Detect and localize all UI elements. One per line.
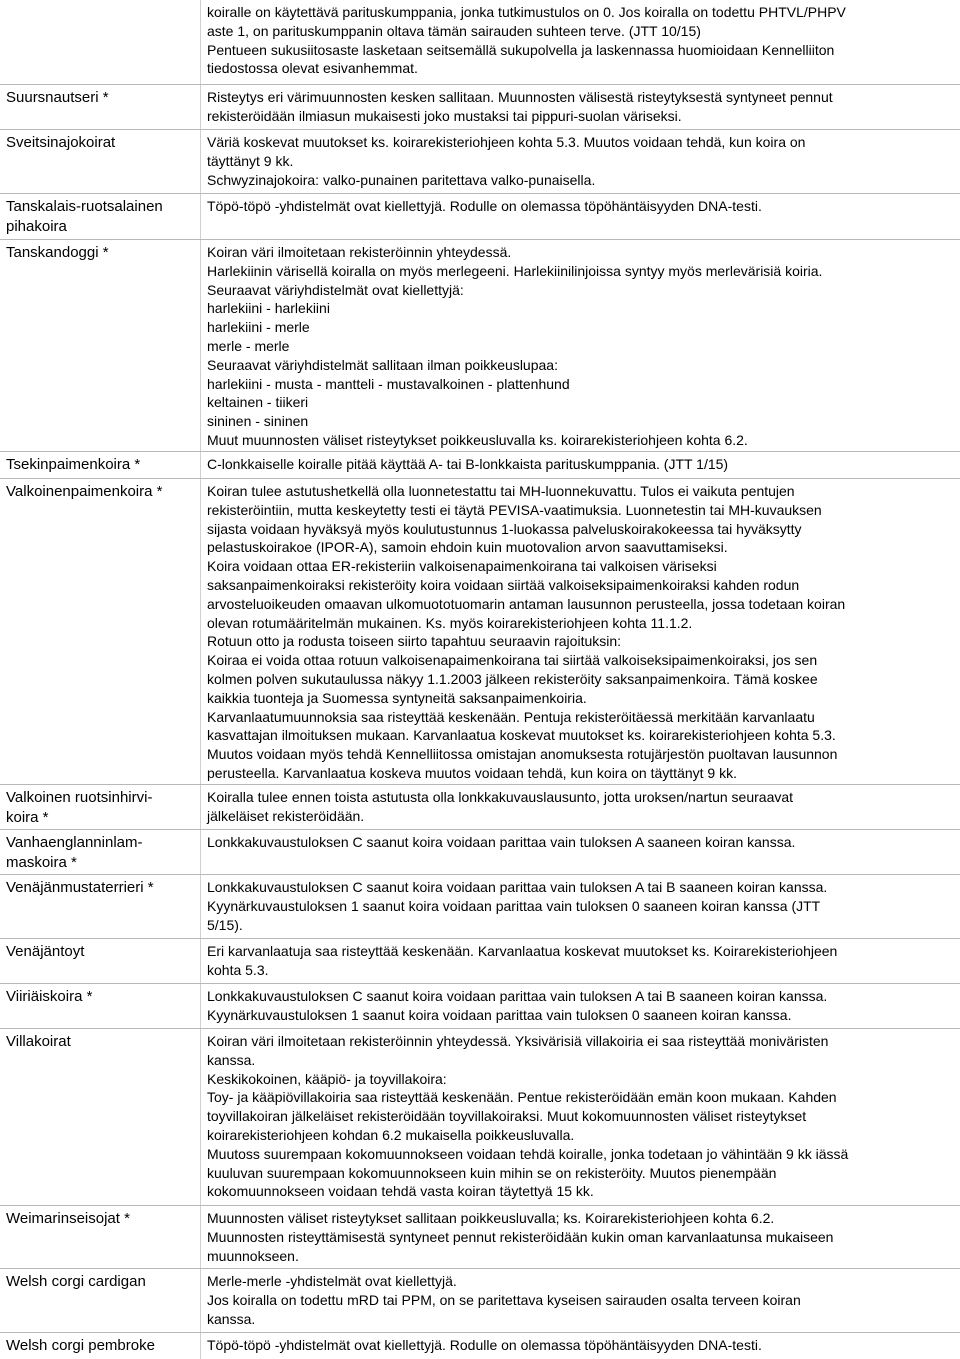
breed-name xyxy=(6,788,196,828)
rule-line: Karvanlaatumuunnoksia saa risteyttää keskenään. Pentuja rekisteröitäessä merkitään karvanlaatu xyxy=(207,708,815,725)
breeding-rules-text xyxy=(207,88,955,126)
breed-name xyxy=(6,878,196,898)
row-divider xyxy=(0,1028,960,1029)
breed-name-line: Viiriäiskoira * xyxy=(6,988,93,1005)
breed-name xyxy=(6,1336,196,1356)
rule-line: Koiran väri ilmoitetaan rekisteröinnin yhteydessä. xyxy=(207,244,512,260)
breed-name xyxy=(6,1209,196,1229)
rule-line: Kyynärkuvaustuloksen 1 saanut koira voidaan parittaa vain tuloksen 0 saaneen koiran kanssa (JTT xyxy=(207,897,821,914)
rule-line: harlekiini - merle xyxy=(207,319,310,336)
rule-line: Eri karvanlaatuja saa risteyttää keskenään. Karvanlaatua koskevat muutokset ks. Koirarekisteriohjeen xyxy=(207,943,838,959)
rule-line: toyvillakoiran jälkeläiset rekisteröidään toyvillakoiraksi. Muut kokomuunnosten väliset risteytykset xyxy=(207,1108,807,1125)
rule-line: Merle-merle -yhdistelmät ovat kiellettyjä. xyxy=(207,1273,457,1289)
row-divider xyxy=(0,84,960,85)
breeding-rules-text xyxy=(207,455,955,474)
rule-line: Lonkkakuvaustuloksen C saanut koira voidaan parittaa vain tuloksen A tai B saaneen koiran kanssa. xyxy=(207,879,828,895)
breed-name-line: Venäjäntoyt xyxy=(6,943,85,960)
rule-line: kanssa. xyxy=(207,1310,256,1327)
column-divider xyxy=(200,0,201,1359)
rule-line: kaikkia tuonteja ja Suomessa syntyneitä saksanpaimenkoiria. xyxy=(207,689,587,706)
breed-name xyxy=(6,482,196,502)
breed-name-line: Welsh corgi cardigan xyxy=(6,1273,146,1290)
rule-line: kolmen polven sukutaulussa näkyy 1.1.2003 jälkeen rekisteröity saksanpaimenkoira. Tämä koskee xyxy=(207,670,818,687)
rule-line: perusteella. Karvanlaatua koskeva muutos voidaan tehdä, kun koira on täyttänyt 9 kk. xyxy=(207,764,737,781)
rule-line: C-lonkkaiselle koiralle pitää käyttää A- tai B-lonkkaista parituskumppania. (JTT 1/15) xyxy=(207,456,729,472)
breeding-rules-text xyxy=(207,1032,955,1201)
breed-name-line: Valkoinen ruotsinhirvi- xyxy=(6,789,153,806)
breed-name-line: Valkoinenpaimenkoira * xyxy=(6,483,163,500)
breeding-rules-text xyxy=(207,3,955,78)
rule-line: täyttänyt 9 kk. xyxy=(207,152,294,169)
rule-line: Seuraavat väriyhdistelmät ovat kiellettyjä: xyxy=(207,281,464,298)
breed-name-line: Weimarinseisojat * xyxy=(6,1210,130,1227)
rule-line: koirarekisteriohjeen kohdan 6.2 mukaisella poikkeusluvalla. xyxy=(207,1126,575,1143)
rule-line: kanssa. xyxy=(207,1051,256,1068)
row-divider xyxy=(0,129,960,130)
breed-name xyxy=(6,197,196,237)
breeding-rules-text xyxy=(207,987,955,1025)
row-divider xyxy=(0,1332,960,1333)
breeding-rules-text xyxy=(207,942,955,980)
row-divider xyxy=(0,874,960,875)
rule-line: merle - merle xyxy=(207,337,290,354)
rule-line: Väriä koskevat muutokset ks. koirarekisteriohjeen kohta 5.3. Muutos voidaan tehdä, kun koira on xyxy=(207,134,806,150)
breed-name-line: Sveitsinajokoirat xyxy=(6,134,116,151)
rule-line: Lonkkakuvaustuloksen C saanut koira voidaan parittaa vain tuloksen A saaneen koiran kanssa. xyxy=(207,834,796,850)
rule-line: Muunnosten väliset risteytykset sallitaan poikkeusluvalla; ks. Koirarekisteriohjeen kohta 6.2. xyxy=(207,1210,775,1226)
row-divider xyxy=(0,1268,960,1269)
breeding-rules-text xyxy=(207,1336,955,1355)
breed-name-line: Villakoirat xyxy=(6,1033,71,1050)
rule-line: Koiraa ei voida ottaa rotuun valkoisenapaimenkoirana tai siirtää valkoiseksipaimenkoiraksi, jos sen xyxy=(207,652,818,669)
breed-name xyxy=(6,1272,196,1292)
breeding-rules-text xyxy=(207,1209,955,1265)
breeding-rules-text xyxy=(207,878,955,934)
rule-line: Harlekiinin värisellä koiralla on myös merlegeeni. Harlekiinilinjoissa syntyy myös merlevärisiä koiria. xyxy=(207,262,823,279)
rule-line: tiedostossa olevat esivanhemmat. xyxy=(207,60,418,77)
breed-name-line: Welsh corgi pembroke xyxy=(6,1337,155,1354)
rule-line: kohta 5.3. xyxy=(207,961,269,978)
breeding-rules-text xyxy=(207,833,955,852)
rule-line: pelastuskoirakoe (IPOR-A), samoin ehdoin kuin muotovalion arvon saavuttamiseksi. xyxy=(207,539,728,556)
breed-name xyxy=(6,455,196,475)
breed-name-line: Suursnautseri * xyxy=(6,89,109,106)
rule-line: Muutoss suurempaan kokomuunnokseen voidaan tehdä koiralle, jonka todetaan jo vähintään 9 kk iässä xyxy=(207,1145,849,1162)
rule-line: Rotuun otto ja rodusta toiseen siirto tapahtuu seuraavin rajoituksin: xyxy=(207,633,622,650)
row-divider xyxy=(0,239,960,240)
breed-name-line: Tanskalais-ruotsalainen xyxy=(6,198,163,215)
rule-line: kokomuunnokseen voidaan tehdä vasta koiran täytettyä 15 kk. xyxy=(207,1183,594,1200)
breed-name-line: koira * xyxy=(6,809,49,826)
breed-name-line: maskoira * xyxy=(6,854,77,871)
breed-name xyxy=(6,133,196,153)
breed-name-line: pihakoira xyxy=(6,218,67,235)
rule-line: Keskikokoinen, kääpiö- ja toyvillakoira: xyxy=(207,1070,447,1087)
breed-name xyxy=(6,88,196,108)
breeding-rules-text xyxy=(207,482,955,783)
rule-line: aste 1, on parituskumppanin oltava tämän sairauden suhteen terve. (JTT 10/15) xyxy=(207,22,701,39)
breed-name xyxy=(6,987,196,1007)
rule-line: Töpö-töpö -yhdistelmät ovat kiellettyjä. Rodulle on olemassa töpöhäntäisyyden DNA-testi. xyxy=(207,198,762,214)
rule-line: Jos koiralla on todettu mRD tai PPM, on se paritettava kyseisen sairauden osalta terveen koiran xyxy=(207,1291,801,1308)
rule-line: harlekiini - harlekiini xyxy=(207,300,330,317)
rule-line: Pentueen sukusiitosaste lasketaan seitsemällä sukupolvella ja laskennassa huomioidaan Kennelliiton xyxy=(207,41,835,58)
row-divider xyxy=(0,478,960,479)
breed-name xyxy=(6,833,196,873)
breed-name-line: Tanskandoggi * xyxy=(6,244,109,261)
rule-line: rekisteröidään ilmiasun mukaisesti joko mustaksi tai pippuri-suolan väriseksi. xyxy=(207,107,682,124)
row-divider xyxy=(0,983,960,984)
rule-line: koiralle on käytettävä parituskumppania, jonka tutkimustulos on 0. Jos koiralla on todettu PHTVL/PHPV xyxy=(207,4,846,20)
breed-name xyxy=(6,942,196,962)
breed-name-line: Tsekinpaimenkoira * xyxy=(6,456,141,473)
breeding-rules-text xyxy=(207,243,955,450)
rule-line: Koiralla tulee ennen toista astutusta olla lonkkakuvauslausunto, jotta uroksen/nartun seuraavat xyxy=(207,789,794,805)
rule-line: muunnokseen. xyxy=(207,1247,299,1264)
rule-line: Muutos voidaan myös tehdä Kennelliitossa omistajan anomuksesta rotujärjestön puoltavan lausunnon xyxy=(207,746,838,763)
breeding-rules-text xyxy=(207,1272,955,1328)
rule-line: Risteytys eri värimuunnosten kesken sallitaan. Muunnosten välisestä risteytyksestä syntyneet pennut xyxy=(207,89,833,105)
rule-line: 5/15). xyxy=(207,916,243,933)
rule-line: harlekiini - musta - mantteli - mustavalkoinen - plattenhund xyxy=(207,375,570,392)
breed-name-line: Venäjänmustaterrieri * xyxy=(6,879,154,896)
breeding-rules-text xyxy=(207,197,955,216)
row-divider xyxy=(0,784,960,785)
row-divider xyxy=(0,938,960,939)
rule-line: arvosteluoikeuden omaavan ulkomuototuomarin antaman lausunnon perusteella, jossa todetaan koiran xyxy=(207,595,846,612)
rule-line: kuuluvan suurempaan kokomuunnokseen kuin mihin se on rekisteröity. Muutos pienempään xyxy=(207,1164,777,1181)
rule-line: sijasta voidaan hyväksyä myös koulutustunnus 1-luokassa palveluskoirakokeessa tai hyväksytty xyxy=(207,520,802,537)
rule-line: Koira voidaan ottaa ER-rekisteriin valkoisenapaimenkoirana tai valkoisen väriseksi xyxy=(207,558,717,575)
rule-line: rekisteröintiin, mutta keskeytetty testi ei täytä PEVISA-vaatimuksia. Luonnetestin tai MH-kuvauksen xyxy=(207,501,822,518)
rule-line: Koiran väri ilmoitetaan rekisteröinnin yhteydessä. Yksivärisiä villakoiria ei saa risteyttää moniväristen xyxy=(207,1033,829,1049)
rule-line: Muut muunnosten väliset risteytykset poikkeusluvalla ks. koirarekisteriohjeen kohta 6.2. xyxy=(207,431,748,448)
rule-line: Töpö-töpö -yhdistelmät ovat kiellettyjä. Rodulle on olemassa töpöhäntäisyyden DNA-testi. xyxy=(207,1337,762,1353)
breed-name xyxy=(6,243,196,263)
rule-line: saksanpaimenkoiraksi rekisteröity koira voidaan siirtää valkoiseksipaimenkoiraksi kahden rodun xyxy=(207,576,800,593)
breeding-rules-text xyxy=(207,133,955,189)
rule-line: Muunnosten risteyttämisestä syntyneet pennut rekisteröidään kukin oman karvanlaatunsa mukaiseen xyxy=(207,1228,834,1245)
rule-line: Koiran tulee astutushetkellä olla luonnetestattu tai MH-luonnekuvattu. Tulos ei vaikuta pentujen xyxy=(207,483,795,499)
breed-name-line: Vanhaenglanninlam- xyxy=(6,834,143,851)
row-divider xyxy=(0,451,960,452)
breeding-rules-text xyxy=(207,788,955,826)
row-divider xyxy=(0,829,960,830)
rule-line: Lonkkakuvaustuloksen C saanut koira voidaan parittaa vain tuloksen A tai B saaneen koiran kanssa. xyxy=(207,988,828,1004)
rule-line: sininen - sininen xyxy=(207,413,309,430)
row-divider xyxy=(0,193,960,194)
row-divider xyxy=(0,1205,960,1206)
rule-line: kasvattajan ilmoituksen mukaan. Karvanlaatua koskevat muutokset ks. koirarekisteriohjeen kohta 5.3. xyxy=(207,727,836,744)
rule-line: Kyynärkuvaustuloksen 1 saanut koira voidaan parittaa vain tuloksen 0 saaneen koiran kanssa. xyxy=(207,1006,792,1023)
breed-name xyxy=(6,1032,196,1052)
rule-line: Seuraavat väriyhdistelmät sallitaan ilman poikkeuslupaa: xyxy=(207,356,558,373)
rule-line: Toy- ja kääpiövillakoiria saa risteyttää keskenään. Pentue rekisteröidään emän koon mukaan. Kahden xyxy=(207,1089,837,1106)
rule-line: Schwyzinajokoira: valko-punainen paritettava valko-punaisella. xyxy=(207,171,596,188)
rule-line: keltainen - tiikeri xyxy=(207,394,309,411)
rule-line: olevan rotumääritelmän mukainen. Ks. myös koirarekisteriohjeen kohta 11.1.2. xyxy=(207,614,693,631)
rule-line: jälkeläiset rekisteröidään. xyxy=(207,807,365,824)
